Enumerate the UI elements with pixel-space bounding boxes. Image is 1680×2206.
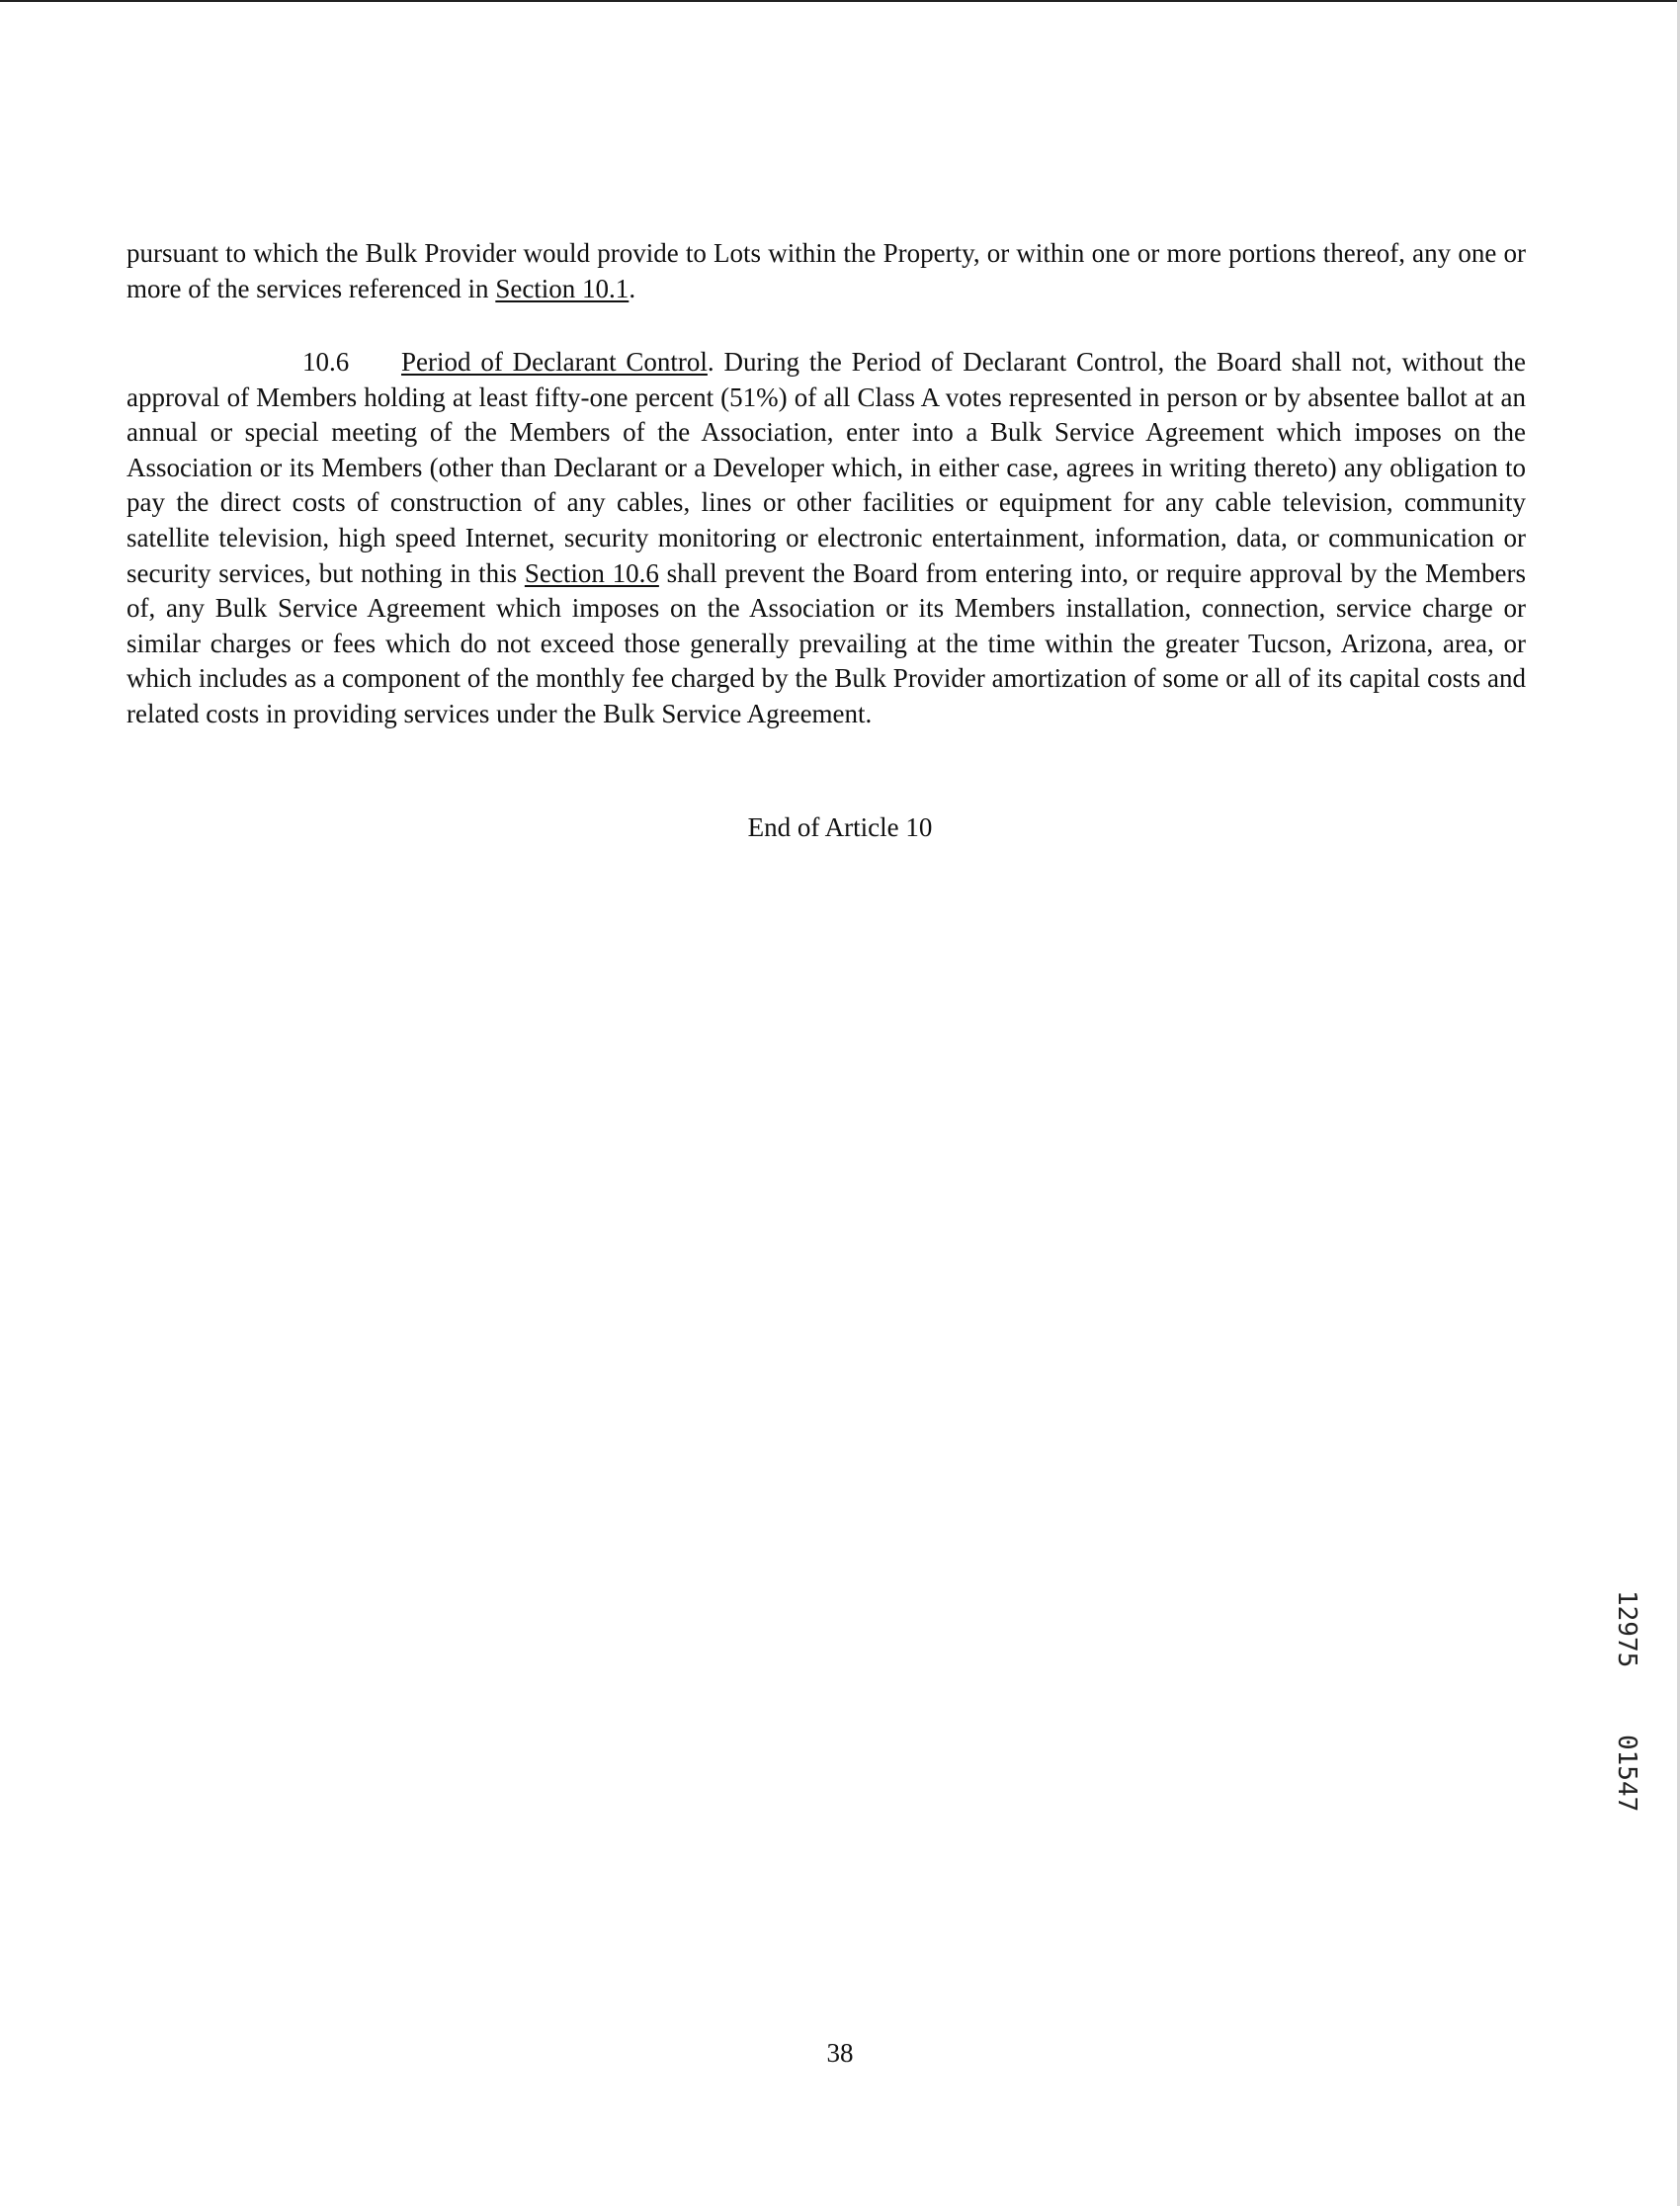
section-10-6-reference: Section 10.6 [524,557,659,588]
end-of-article-marker: End of Article 10 [747,812,933,842]
section-heading: Period of Declarant Control [401,347,708,377]
paragraph-2-text-part-1: . During the Period of Declarant Control, the Board shall not, without the approval of Members holding at least fifty-one percent (51%) of all Class A votes represented in person or by absentee ballot at an annual or special meeting of the Members of the Association, enter into a Bulk Service Agreement which imposes on the Association or its Members (other than Declarant or a Developer which, in either case, agrees in writing thereto) any obligation to pay the direct costs of construction of any cables, lines or other facilities or equipment for any cable television, community satellite television, high speed Internet, security monitoring or electronic entertainment, information, data, or communication or security services, but nothing in this [126,347,1526,588]
section-10-1-reference: Section 10.1 [495,273,630,303]
section-number: 10.6 [302,347,350,377]
recording-stamp-book: 12975 [1612,1590,1641,1668]
paragraph-1-end: . [629,273,636,303]
paragraph-2-text-part-2: shall prevent the Board from entering into, or require approval by the Members of, any Bulk Service Agreement which imposes on the Association or its Members installation, connection, service charge or similar charges or fees which do not exceed those generally prevailing at the time within the greater Tucson, Arizona, area, or which includes as a component of the monthly fee charged by the Bulk Provider amortization of some or all of its capital costs and related costs in providing services under the Bulk Service Agreement. [126,557,1526,728]
paragraph-1-text: pursuant to which the Bulk Provider would provide to Lots within the Property, or within one or more portions thereof, any one or more of the services referenced in [126,238,1526,303]
recording-stamp [1609,1586,1648,1863]
paragraph-section-10-6 [126,345,1526,732]
recording-stamp-page: 01547 [1612,1735,1641,1813]
page-number: 38 [826,2038,854,2068]
scan-edge-top [0,0,1680,2]
paragraph-continuation [126,236,1526,306]
